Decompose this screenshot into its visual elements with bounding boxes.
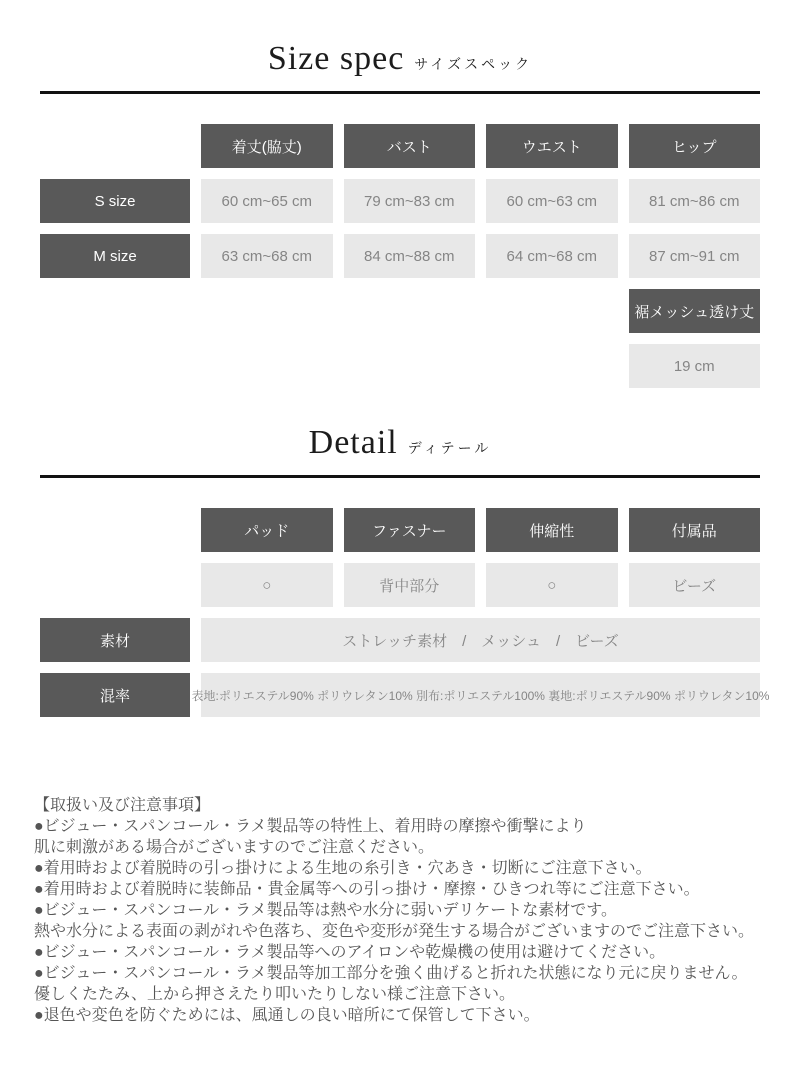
- blend-row-label: 混率: [40, 673, 190, 717]
- size-s-bust-value: 79 cm~83 cm: [344, 179, 476, 223]
- handling-note-line: ●着用時および着脱時の引っ掛けによる生地の糸引き・穴あき・切断にご注意下さい。: [34, 860, 652, 877]
- size-s-waist-value: 60 cm~63 cm: [486, 179, 618, 223]
- handling-note-line: 優しくたたみ、上から押さえたり叩いたりしない様ご注意下さい。: [34, 986, 515, 1003]
- size-spec-title-en: Size spec: [267, 40, 405, 77]
- size-spec-title-ja: サイズスペック: [414, 58, 533, 73]
- size-spec-header: [0, 40, 800, 94]
- size-spec-title: [0, 40, 800, 85]
- size-m-hip-value: 87 cm~91 cm: [629, 234, 761, 278]
- detail-title-en: Detail: [308, 424, 398, 461]
- detail-stretch-value: ○: [486, 563, 618, 607]
- handling-note-line: 肌に刺激がある場合がございますのでご注意ください。: [34, 839, 435, 856]
- detail-fastener-value: 背中部分: [344, 563, 476, 607]
- detail-values-row-spacer: [40, 563, 190, 607]
- detail-table-corner-spacer: [40, 508, 190, 552]
- detail-title-ja: ディテール: [407, 442, 492, 457]
- size-column-header-bust: バスト: [344, 124, 476, 168]
- handling-note-line: ●着用時および着脱時に装飾品・貴金属等への引っ掛け・摩擦・ひきつれ等にご注意下さい。: [34, 881, 700, 898]
- handling-note-line: ●ビジュー・スパンコール・ラメ製品等へのアイロンや乾燥機の使用は避けてください。: [34, 944, 666, 961]
- size-s-length-value: 60 cm~65 cm: [201, 179, 333, 223]
- material-row-label: 素材: [40, 618, 190, 662]
- detail-column-header-stretch: 伸縮性: [486, 508, 618, 552]
- size-s-hip-value: 81 cm~86 cm: [629, 179, 761, 223]
- size-m-bust-value: 84 cm~88 cm: [344, 234, 476, 278]
- size-column-header-hip: ヒップ: [629, 124, 761, 168]
- blend-value: 表地:ポリエステル90% ポリウレタン10% 別布:ポリエステル100% 裏地:ポリエステル90% ポリウレタン10%: [201, 673, 760, 717]
- handling-note-line: 熱や水分による表面の剥がれや色落ち、変色や変形が発生する場合がございますのでご注意下さい。: [34, 923, 755, 940]
- handling-note-line: ●退色や変色を防ぐためには、風通しの良い暗所にて保管して下さい。: [34, 1007, 540, 1024]
- detail-header: [0, 424, 800, 478]
- size-spec-table: [40, 124, 760, 388]
- detail-accessory-value: ビーズ: [629, 563, 761, 607]
- material-value: ストレッチ素材 / メッシュ / ビーズ: [201, 618, 760, 662]
- size-row-label-m: M size: [40, 234, 190, 278]
- size-spec-divider-line: [40, 91, 760, 94]
- hem-mesh-length-header: 裾メッシュ透け丈: [629, 289, 761, 333]
- handling-notes-heading: 【取扱い及び注意事項】: [34, 797, 211, 814]
- detail-title: [0, 424, 800, 469]
- size-column-header-length: 着丈(脇丈): [201, 124, 333, 168]
- detail-table: [40, 508, 770, 717]
- detail-column-header-pad: パッド: [201, 508, 333, 552]
- handling-note-line: ●ビジュー・スパンコール・ラメ製品等の特性上、着用時の摩擦や衝撃により: [34, 818, 587, 835]
- size-table-corner-spacer: [40, 124, 190, 168]
- detail-column-header-accessory: 付属品: [629, 508, 761, 552]
- size-m-waist-value: 64 cm~68 cm: [486, 234, 618, 278]
- size-column-header-waist: ウエスト: [486, 124, 618, 168]
- handling-note-line: ●ビジュー・スパンコール・ラメ製品等加工部分を強く曲げると折れた状態になり元に戻りません。: [34, 965, 748, 982]
- detail-pad-value: ○: [201, 563, 333, 607]
- detail-column-header-fastener: ファスナー: [344, 508, 476, 552]
- size-row-label-s: S size: [40, 179, 190, 223]
- detail-divider-line: [40, 475, 760, 478]
- handling-notes: [34, 795, 800, 1026]
- size-m-length-value: 63 cm~68 cm: [201, 234, 333, 278]
- hem-mesh-length-value: 19 cm: [629, 344, 761, 388]
- handling-note-line: ●ビジュー・スパンコール・ラメ製品等は熱や水分に弱いデリケートな素材です。: [34, 902, 617, 919]
